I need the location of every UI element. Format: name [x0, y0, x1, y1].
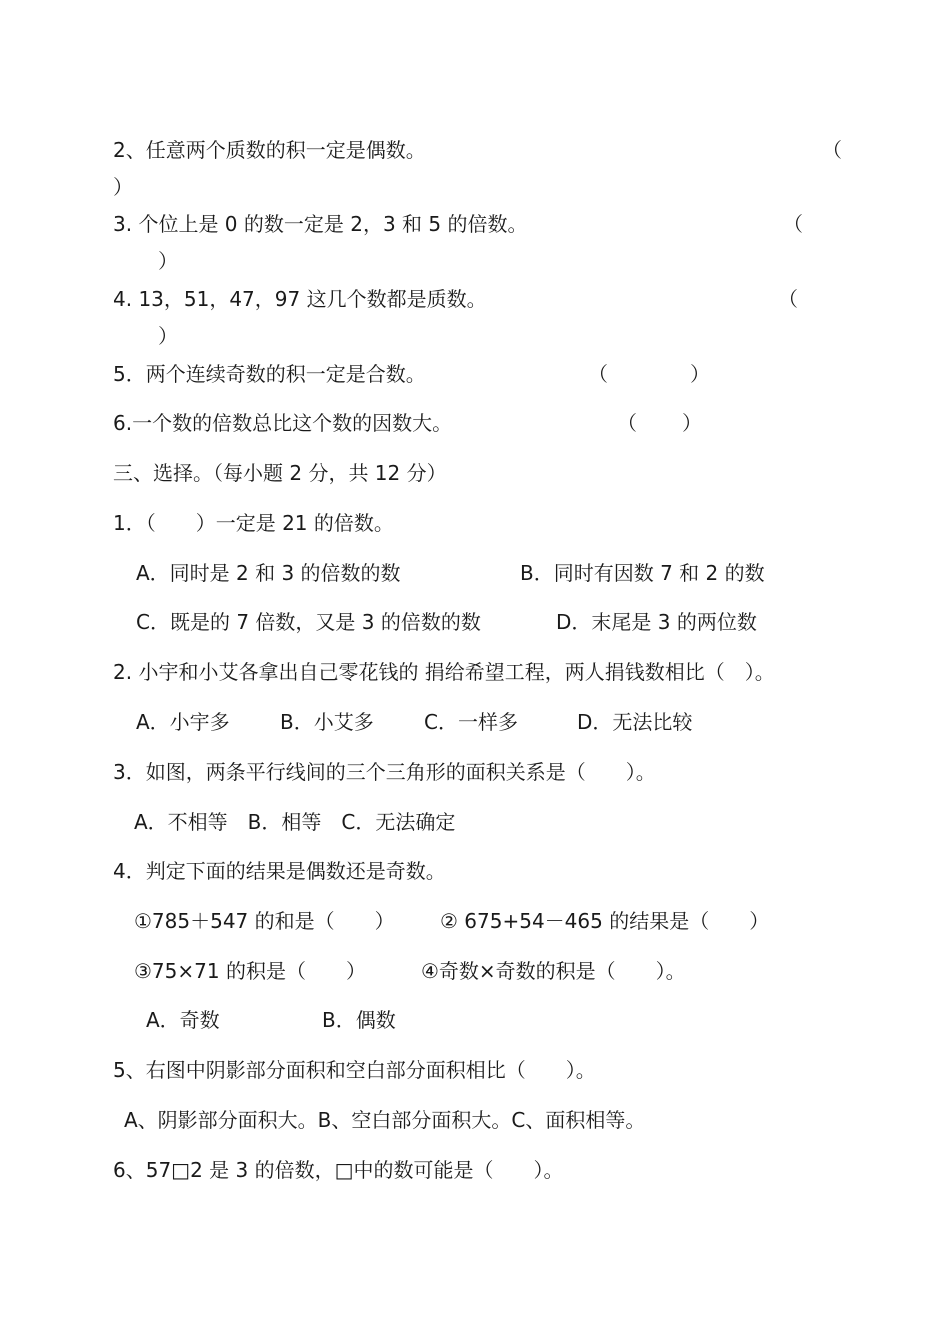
judgment-q3-text: 3. 个位上是 0 的数一定是 2，3 和 5 的倍数。	[113, 212, 528, 236]
section3-heading: 三、选择。（每小题 2 分，共 12 分）	[113, 461, 447, 485]
judgment-q5-close-paren: ）	[690, 362, 710, 386]
judgment-q4-text: 4. 13，51，47，97 这几个数都是质数。	[113, 287, 487, 311]
judgment-q2-text: 2、任意两个质数的积一定是偶数。	[113, 138, 426, 162]
judgment-q6-text: 6.一个数的倍数总比这个数的因数大。	[113, 411, 453, 435]
choice-q1-option-d: D．末尾是 3 的两位数	[556, 610, 757, 634]
choice-q4-part1: ①785＋547 的和是（ ）	[134, 909, 395, 933]
choice-q4-part3: ③75×71 的积是（ ）	[134, 959, 366, 983]
judgment-q5-text: 5．两个连续奇数的积一定是合数。	[113, 362, 426, 386]
choice-q1-option-b: B．同时有因数 7 和 2 的数	[520, 561, 765, 585]
choice-q5-options: A、阴影部分面积大。B、空白部分面积大。C、面积相等。	[124, 1108, 646, 1132]
choice-q5-stem: 5、右图中阴影部分面积和空白部分面积相比（ ）。	[113, 1058, 596, 1082]
choice-q2-stem: 2. 小宇和小艾各拿出自己零花钱的 捐给希望工程，两人捐钱数相比（ ）。	[113, 660, 775, 684]
choice-q2-option-b: B．小艾多	[280, 710, 374, 734]
judgment-q4-close-paren: ）	[158, 324, 178, 348]
judgment-q6-close-paren: ）	[682, 411, 702, 435]
judgment-q3-close-paren: ）	[158, 249, 178, 273]
choice-q1-option-a: A．同时是 2 和 3 的倍数的数	[136, 561, 401, 585]
judgment-q2-open-paren: （	[822, 138, 842, 162]
choice-q2-option-d: D．无法比较	[577, 710, 693, 734]
choice-q2-option-a: A．小宇多	[136, 710, 230, 734]
choice-q4-option-a: A．奇数	[146, 1008, 220, 1032]
choice-q1-stem: 1．（ ）一定是 21 的倍数。	[113, 511, 394, 535]
choice-q4-stem: 4．判定下面的结果是偶数还是奇数。	[113, 859, 446, 883]
choice-q4-part2: ② 675+54－465 的结果是（ ）	[440, 909, 770, 933]
choice-q4-option-b: B．偶数	[322, 1008, 396, 1032]
choice-q1-option-c: C．既是的 7 倍数，又是 3 的倍数的数	[136, 610, 481, 634]
judgment-q3-open-paren: （	[783, 212, 803, 236]
choice-q2-option-c: C．一样多	[424, 710, 518, 734]
judgment-q5-open-paren: （	[588, 362, 608, 386]
judgment-q2-close-paren: ）	[113, 175, 133, 199]
choice-q3-options: A．不相等 B．相等 C．无法确定	[134, 810, 456, 834]
judgment-q4-open-paren: （	[778, 287, 798, 311]
judgment-q6-open-paren: （	[617, 411, 637, 435]
choice-q3-stem: 3．如图，两条平行线间的三个三角形的面积关系是（ ）。	[113, 760, 656, 784]
choice-q6-stem: 6、57□2 是 3 的倍数，□中的数可能是（ ）。	[113, 1158, 564, 1182]
choice-q4-part4: ④奇数×奇数的积是（ ）。	[421, 959, 686, 983]
